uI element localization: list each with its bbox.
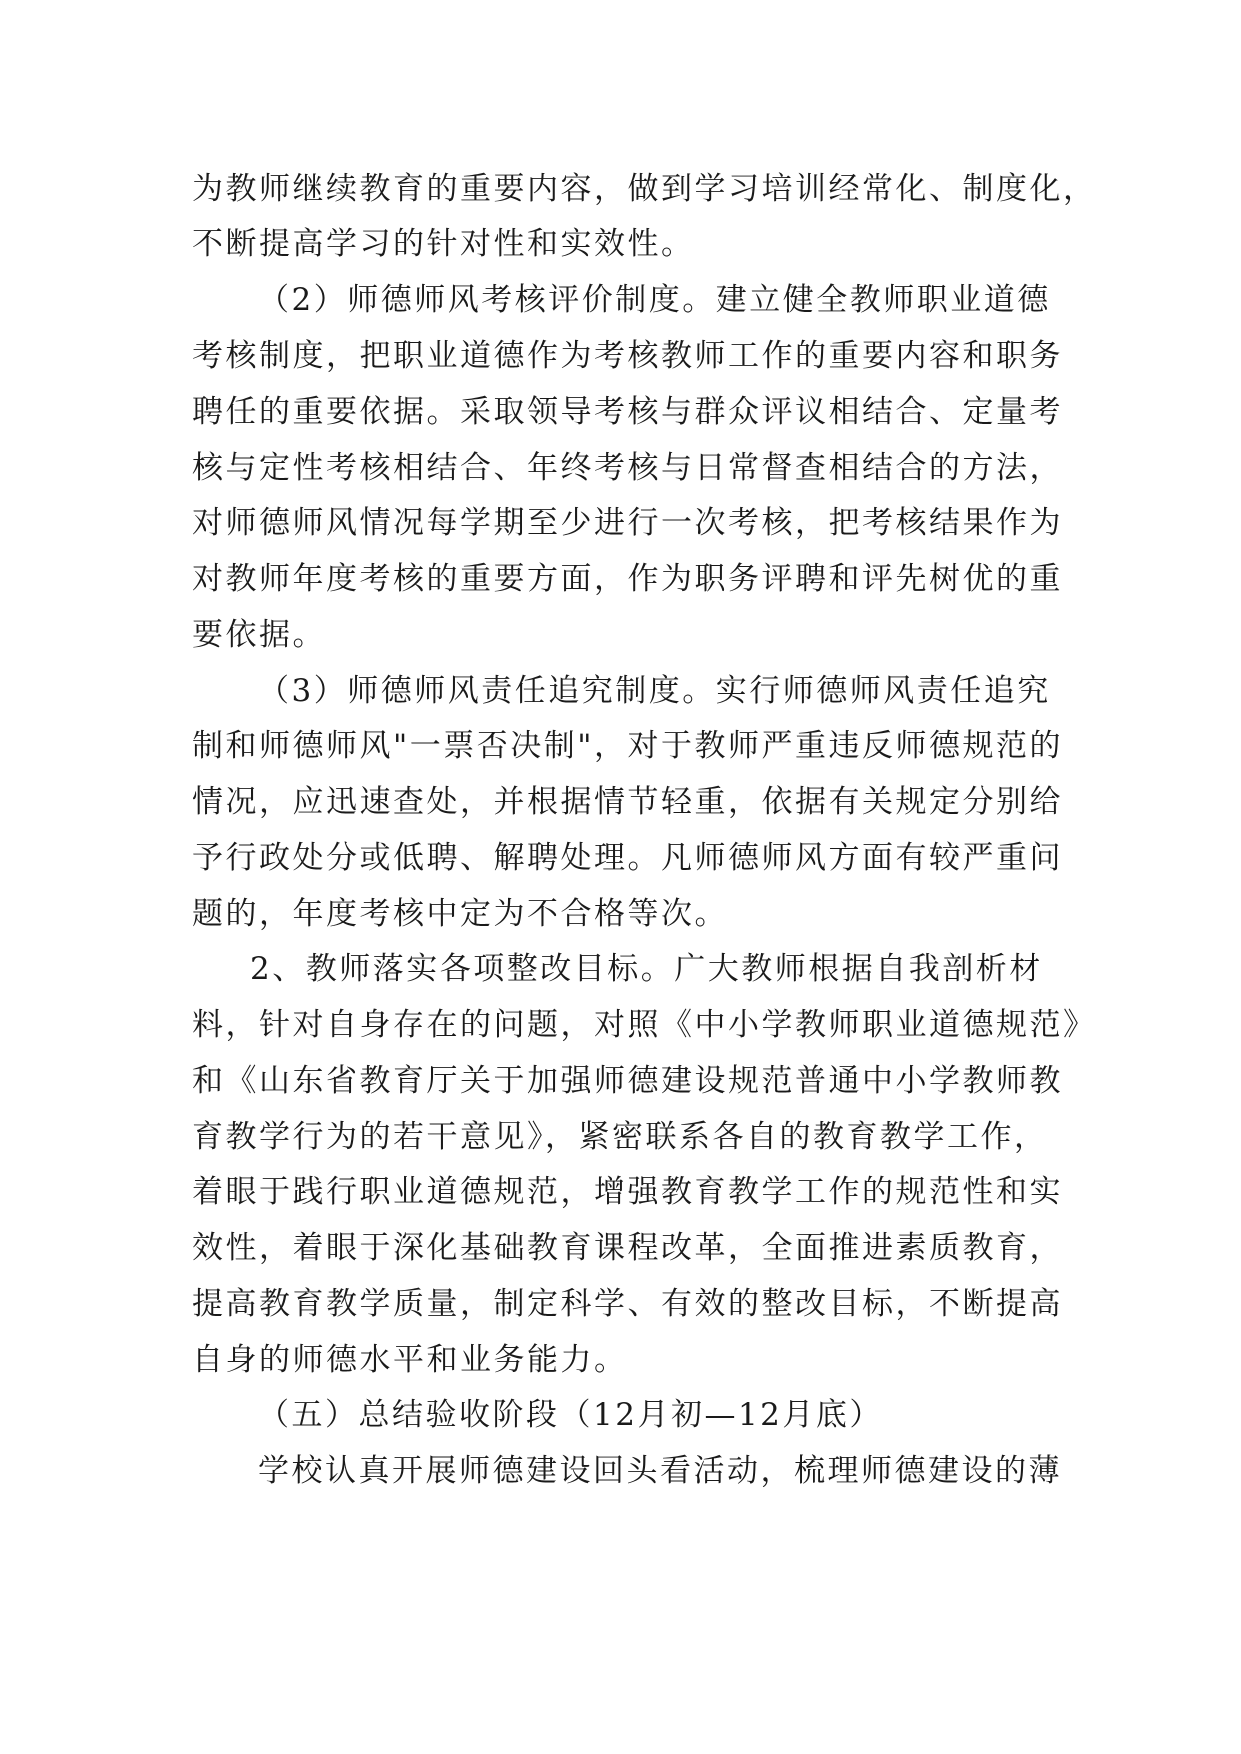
text-line-1: 为教师继续教育的重要内容，做到学习培训经常化、制度化， <box>192 171 1097 207</box>
text-line-22: 自身的师德水平和业务能力。 <box>192 1342 628 1378</box>
text-line-8: 对教师年度考核的重要方面，作为职务评聘和评先树优的重 <box>192 561 1063 597</box>
text-line-14: 题的，年度考核中定为不合格等次。 <box>192 896 728 932</box>
text-line-5: 聘任的重要依据。采取领导考核与群众评议相结合、定量考 <box>192 394 1063 430</box>
text-line-24: 学校认真开展师德建设回头看活动，梳理师德建设的薄 <box>258 1453 1062 1489</box>
text-line-19: 着眼于践行职业道德规范，增强教育教学工作的规范性和实 <box>192 1174 1063 1210</box>
text-line-2: 不断提高学习的针对性和实效性。 <box>192 226 695 262</box>
text-line-12: 情况，应迅速查处，并根据情节轻重，依据有关规定分别给 <box>192 784 1063 820</box>
section-item-2: 2、教师落实各项整改目标。广大教师根据自我剖析材 <box>250 951 1043 987</box>
section-heading-3: （3）师德师风责任追究制度。实行师德师风责任追究 <box>258 673 1051 709</box>
text-line-18: 育教学行为的若干意见》，紧密联系各自的教育教学工作， <box>192 1119 1048 1155</box>
text-line-6: 核与定性考核相结合、年终考核与日常督查相结合的方法， <box>192 450 1063 486</box>
text-line-21: 提高教育教学质量，制定科学、有效的整改目标，不断提高 <box>192 1286 1063 1322</box>
text-line-17: 和《山东省教育厅关于加强师德建设规范普通中小学教师教 <box>192 1063 1063 1099</box>
section-heading-2: （2）师德师风考核评价制度。建立健全教师职业道德 <box>258 282 1051 318</box>
stage-heading-5: （五）总结验收阶段（12月初—12月底） <box>258 1397 883 1433</box>
text-line-16: 料，针对自身存在的问题，对照《中小学教师职业道德规范》 <box>192 1007 1097 1043</box>
text-line-9: 要依据。 <box>192 617 326 653</box>
text-line-20: 效性，着眼于深化基础教育课程改革，全面推进素质教育， <box>192 1230 1063 1266</box>
text-line-7: 对师德师风情况每学期至少进行一次考核，把考核结果作为 <box>192 505 1063 541</box>
text-line-4: 考核制度，把职业道德作为考核教师工作的重要内容和职务 <box>192 338 1063 374</box>
text-line-11: 制和师德师风"一票否决制"，对于教师严重违反师德规范的 <box>192 728 1064 764</box>
text-line-13: 予行政处分或低聘、解聘处理。凡师德师风方面有较严重问 <box>192 840 1063 876</box>
